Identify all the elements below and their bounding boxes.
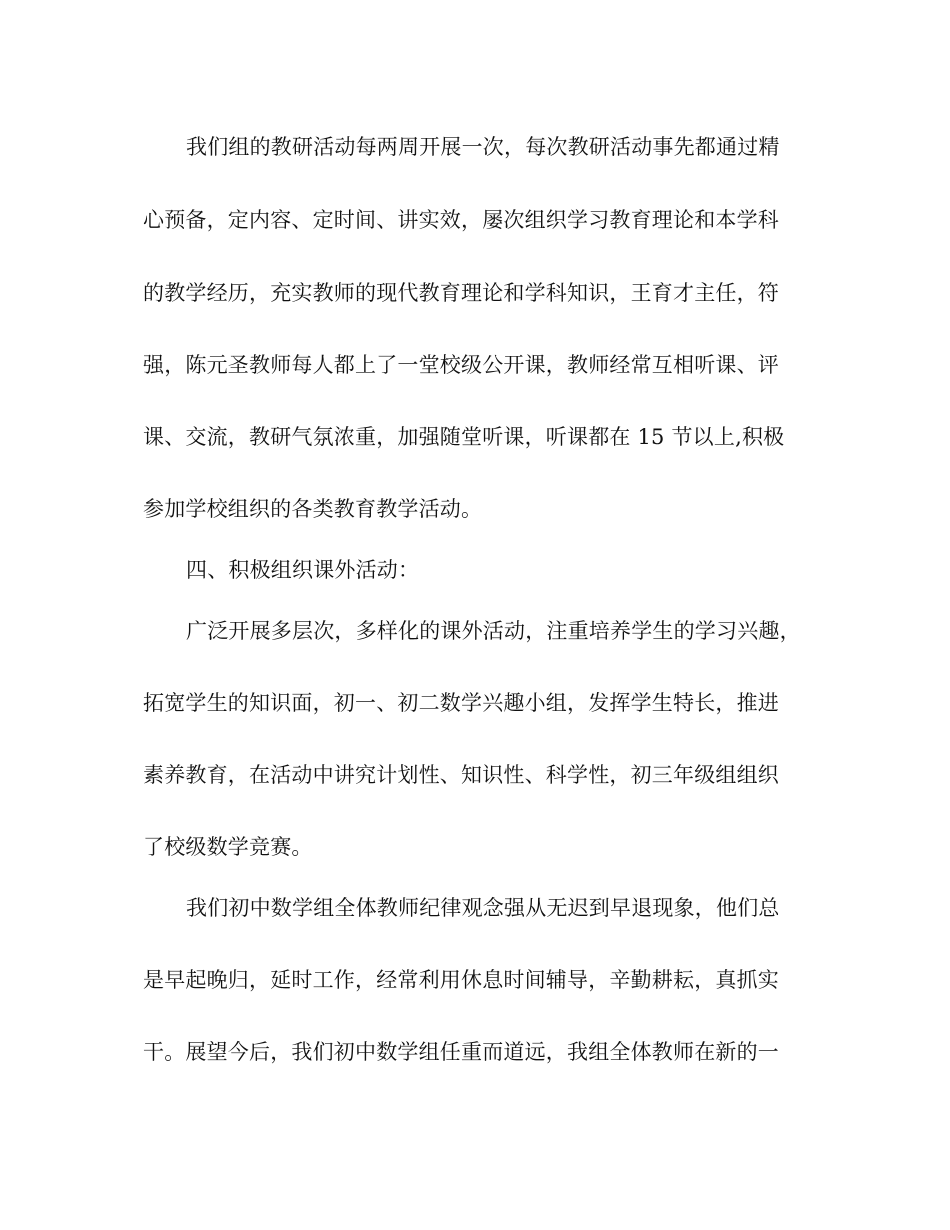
paragraph-1-line-4: 强，陈元圣教师每人都上了一堂校级公开课，教师经常互相听课、评: [143, 353, 779, 377]
paragraph-1-line-2: 心预备，定内容、定时间、讲实效，屡次组织学习教育理论和本学科: [143, 208, 779, 232]
paragraph-3-line-1: 广泛开展多层次，多样化的课外活动，注重培养学生的学习兴趣，: [186, 619, 801, 643]
paragraph-4-line-3: 干。展望今后，我们初中数学组任重而道远，我组全体教师在新的一: [143, 1040, 779, 1064]
paragraph-3-line-4: 了校级数学竞赛。: [143, 835, 313, 859]
paragraph-3-line-3: 素养教育，在活动中讲究计划性、知识性、科学性，初三年级组组织: [143, 763, 779, 787]
paragraph-4-line-2: 是早起晚归，延时工作，经常利用休息时间辅导，辛勤耕耘，真抓实: [143, 968, 779, 992]
paragraph-1-line-3: 的教学经历，充实教师的现代教育理论和学科知识，王育才主任，符: [143, 281, 779, 305]
paragraph-1-line-1: 我们组的教研活动每两周开展一次，每次教研活动事先都通过精: [186, 135, 780, 159]
section-heading: 四、积极组织课外活动：: [186, 558, 420, 582]
paragraph-3-line-2: 拓宽学生的知识面，初一、初二数学兴趣小组，发挥学生特长，推进: [143, 691, 779, 715]
paragraph-1-line-6: 参加学校组织的各类教育教学活动。: [143, 497, 483, 521]
paragraph-1-line-5: 课、交流，教研气氛浓重，加强随堂听课，听课都在 15 节以上,积极: [143, 425, 785, 449]
paragraph-4-line-1: 我们初中数学组全体教师纪律观念强从无迟到早退现象，他们总: [186, 896, 780, 920]
